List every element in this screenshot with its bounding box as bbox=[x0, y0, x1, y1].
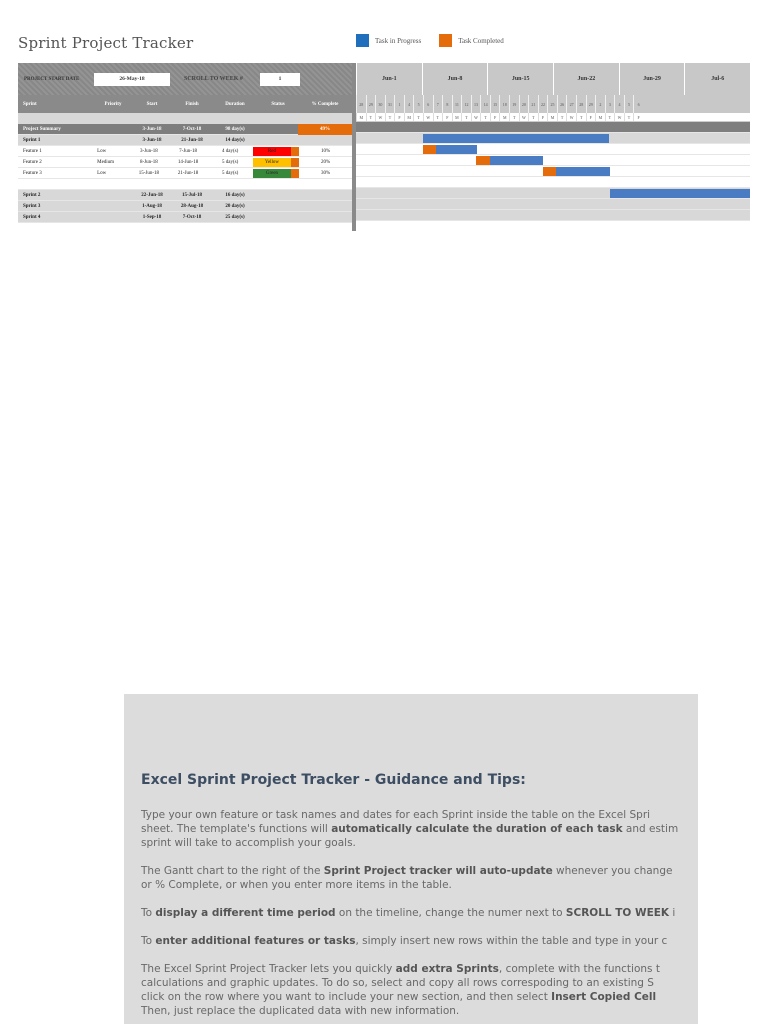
gantt-day-letter: W bbox=[519, 113, 529, 121]
status-tail bbox=[291, 158, 299, 167]
gantt-week-label: Jun-29 bbox=[619, 63, 685, 95]
row-finish: 28-Aug-18 bbox=[180, 203, 204, 209]
gantt-day-number: 22 bbox=[538, 95, 548, 113]
row-finish: 15-Jul-18 bbox=[182, 192, 202, 198]
scroll-to-week-input[interactable]: 1 bbox=[260, 73, 300, 86]
gantt-day-letter: W bbox=[566, 113, 576, 121]
guidance-panel bbox=[124, 694, 698, 1024]
gantt-bar-in-progress[interactable] bbox=[556, 167, 610, 176]
legend bbox=[356, 34, 504, 47]
gantt-bar-in-progress[interactable] bbox=[490, 156, 543, 165]
gantt-day-letter: T bbox=[605, 113, 615, 121]
row-pct-complete: 20% bbox=[321, 159, 331, 165]
row-pct-complete: 10% bbox=[321, 148, 331, 154]
project-start-label: PROJECT START DATE bbox=[24, 76, 80, 82]
gantt-day-number: 13 bbox=[471, 95, 481, 113]
row-pct-complete: 30% bbox=[321, 170, 331, 176]
gantt-day-letter: W bbox=[471, 113, 481, 121]
table-row-blank[interactable] bbox=[18, 179, 352, 190]
row-finish: 21-Jun-18 bbox=[181, 137, 203, 143]
row-name: Project Summary bbox=[23, 126, 61, 132]
gantt-row-blank bbox=[356, 177, 750, 188]
gantt-day-letter: F bbox=[490, 113, 500, 121]
gantt-day-letter: T bbox=[366, 113, 376, 121]
row-start: 3-Jun-18 bbox=[142, 126, 162, 132]
gantt-day-letter-header bbox=[356, 113, 750, 122]
gantt-day-letter: T bbox=[433, 113, 443, 121]
row-duration: 14 day(s) bbox=[225, 137, 245, 143]
table-column-headers bbox=[18, 95, 352, 113]
gantt-day-letter: M bbox=[499, 113, 509, 121]
gantt-day-letter: T bbox=[557, 113, 567, 121]
row-duration: 98 day(s) bbox=[225, 126, 245, 132]
row-name: Sprint 2 bbox=[23, 192, 41, 198]
gantt-day-number: 3 bbox=[605, 95, 615, 113]
gantt-row-sprint-2 bbox=[356, 188, 750, 199]
gantt-day-number: 5 bbox=[413, 95, 423, 113]
guidance-text: sprint will take to accomplish your goals. bbox=[141, 837, 356, 849]
row-name: Feature 1 bbox=[23, 148, 42, 154]
status-tail bbox=[291, 147, 299, 156]
status-badge[interactable] bbox=[253, 158, 300, 167]
gantt-week-label: Jun-8 bbox=[422, 63, 488, 95]
gantt-day-letter: F bbox=[394, 113, 404, 121]
row-priority: Medium bbox=[97, 159, 115, 165]
row-start: 3-Jun-18 bbox=[142, 137, 162, 143]
gantt-day-number: 12 bbox=[461, 95, 471, 113]
gantt-day-letter: F bbox=[538, 113, 548, 121]
legend-label: Task Completed bbox=[458, 36, 504, 45]
completed-swatch bbox=[439, 34, 452, 47]
row-start: 22-Jun-18 bbox=[141, 192, 163, 198]
row-priority: Low bbox=[97, 170, 107, 176]
gantt-day-letter: T bbox=[624, 113, 634, 121]
gantt-day-number: 2 bbox=[595, 95, 605, 113]
gantt-day-letter: T bbox=[413, 113, 423, 121]
gantt-day-number: 19 bbox=[509, 95, 519, 113]
gantt-day-number: 1 bbox=[394, 95, 404, 113]
table-header-controls bbox=[18, 63, 352, 95]
gantt-day-letter: T bbox=[385, 113, 395, 121]
gantt-day-letter: M bbox=[547, 113, 557, 121]
gantt-day-number: 28 bbox=[576, 95, 586, 113]
row-finish: 7-Oct-18 bbox=[182, 126, 202, 132]
gantt-day-letter: W bbox=[375, 113, 385, 121]
gantt-day-number: 29 bbox=[366, 95, 376, 113]
gantt-week-header bbox=[356, 63, 750, 95]
row-start: 15-Jun-18 bbox=[138, 170, 160, 176]
in-progress-swatch bbox=[356, 34, 369, 47]
scroll-to-week-label: SCROLL TO WEEK # bbox=[184, 76, 243, 82]
gantt-day-number: 30 bbox=[375, 95, 385, 113]
gantt-row-sprint-4 bbox=[356, 210, 750, 221]
gantt-bar[interactable] bbox=[610, 189, 750, 198]
gantt-day-letter: T bbox=[480, 113, 490, 121]
gantt-bar-completed[interactable] bbox=[476, 156, 490, 165]
gantt-week-label: Jun-15 bbox=[487, 63, 553, 95]
guidance-text: Type your own feature or task names and dates for each Sprint inside the table on the Excel Spri bbox=[141, 809, 651, 821]
row-pct-complete: 49% bbox=[298, 124, 352, 135]
row-priority: Low bbox=[97, 148, 107, 154]
gantt-day-number: 8 bbox=[442, 95, 452, 113]
gantt-day-number: 28 bbox=[356, 95, 366, 113]
guidance-text: To enter additional features or tasks, simply insert new rows within the table and type in your c bbox=[141, 935, 668, 947]
gantt-day-letter: F bbox=[442, 113, 452, 121]
guidance-text: click on the row where you want to include your new section, and then select Insert Copied Cell bbox=[141, 991, 657, 1003]
table-row-feature-1[interactable] bbox=[18, 146, 352, 157]
gantt-week-label: Jun-22 bbox=[553, 63, 619, 95]
project-start-input[interactable]: 26-May-18 bbox=[94, 73, 170, 86]
col-header-sprint: Sprint bbox=[23, 101, 37, 107]
gantt-day-number: 21 bbox=[528, 95, 538, 113]
row-name: Sprint 4 bbox=[23, 214, 41, 220]
gantt-day-letter: T bbox=[509, 113, 519, 121]
guidance-text: The Excel Sprint Project Tracker lets you quickly add extra Sprints, complete with the functions t bbox=[141, 963, 660, 975]
table-row-sprint-3[interactable] bbox=[18, 201, 352, 212]
row-name: Feature 2 bbox=[23, 159, 42, 165]
page-title: Sprint Project Tracker bbox=[18, 34, 194, 52]
gantt-day-number: 4 bbox=[404, 95, 414, 113]
guidance-heading: Excel Sprint Project Tracker - Guidance and Tips: bbox=[141, 772, 526, 788]
row-finish: 21-Jun-18 bbox=[177, 170, 199, 176]
gantt-day-number: 29 bbox=[586, 95, 596, 113]
row-start: 8-Jun-18 bbox=[140, 159, 158, 165]
gantt-day-letter: F bbox=[586, 113, 596, 121]
table-row-feature-2[interactable] bbox=[18, 157, 352, 168]
col-header-pct-complete: % Complete bbox=[311, 101, 339, 107]
table-row-sprint-4[interactable] bbox=[18, 212, 352, 223]
sprint-table bbox=[18, 63, 352, 223]
row-finish: 7-Jun-18 bbox=[179, 148, 197, 154]
status-label: Yellow bbox=[253, 158, 292, 167]
gantt-day-number-header bbox=[356, 95, 750, 113]
gantt-day-number: 25 bbox=[547, 95, 557, 113]
row-duration: 5 day(s) bbox=[222, 170, 239, 176]
gantt-row-feature-3 bbox=[356, 166, 750, 177]
row-name: Sprint 3 bbox=[23, 203, 41, 209]
gantt-day-number: 5 bbox=[624, 95, 634, 113]
guidance-text: or % Complete, or when you enter more items in the table. bbox=[141, 879, 452, 891]
gantt-day-letter: M bbox=[452, 113, 462, 121]
col-header-duration: Duration bbox=[225, 101, 245, 107]
gantt-row-feature-1 bbox=[356, 144, 750, 155]
gantt-row-sprint-3 bbox=[356, 199, 750, 210]
row-duration: 4 day(s) bbox=[222, 148, 239, 154]
gantt-week-label: Jul-6 bbox=[684, 63, 750, 95]
guidance-text: sheet. The template's functions will automatically calculate the duration of each task and estim bbox=[141, 823, 679, 835]
row-finish: 14-Jun-18 bbox=[177, 159, 199, 165]
gantt-day-letter: W bbox=[423, 113, 433, 121]
gantt-day-letter: F bbox=[633, 113, 643, 121]
row-duration: 5 day(s) bbox=[222, 159, 239, 165]
gantt-bar-completed[interactable] bbox=[423, 145, 436, 154]
col-header-start: Start bbox=[146, 101, 158, 107]
status-badge[interactable] bbox=[253, 169, 300, 178]
gantt-day-letter: M bbox=[404, 113, 414, 121]
status-badge[interactable] bbox=[253, 147, 300, 156]
gantt-chart bbox=[352, 63, 750, 221]
status-label: Red bbox=[253, 147, 292, 156]
gantt-day-letter: M bbox=[356, 113, 366, 121]
gantt-day-number: 27 bbox=[566, 95, 576, 113]
table-row-sprint-2[interactable] bbox=[18, 190, 352, 201]
gantt-day-number: 4 bbox=[614, 95, 624, 113]
legend-label: Task in Progress bbox=[375, 36, 422, 45]
gantt-week-label: Jun-1 bbox=[356, 63, 422, 95]
gantt-day-number: 6 bbox=[423, 95, 433, 113]
gantt-day-letter: T bbox=[576, 113, 586, 121]
table-row-feature-3[interactable] bbox=[18, 168, 352, 179]
gantt-day-number: 26 bbox=[557, 95, 567, 113]
gantt-bar[interactable] bbox=[423, 134, 609, 143]
gantt-day-number: 18 bbox=[499, 95, 509, 113]
row-duration: 25 day(s) bbox=[225, 214, 245, 220]
row-duration: 20 day(s) bbox=[225, 203, 245, 209]
gantt-day-number: 7 bbox=[433, 95, 443, 113]
spacer-row bbox=[18, 113, 352, 124]
gantt-day-number: 14 bbox=[480, 95, 490, 113]
gantt-row-summary bbox=[356, 122, 750, 133]
legend-item-in-progress bbox=[356, 34, 421, 47]
row-finish: 7-Oct-18 bbox=[182, 214, 202, 220]
col-header-status: Status bbox=[271, 101, 285, 107]
guidance-text: To display a different time period on the timeline, change the numer next to SCROLL TO WEEK i bbox=[141, 907, 676, 919]
guidance-text: Then, just replace the duplicated data with new information. bbox=[141, 1005, 460, 1017]
col-header-finish: Finish bbox=[185, 101, 199, 107]
row-name: Sprint 1 bbox=[23, 137, 41, 143]
gantt-day-number: 31 bbox=[385, 95, 395, 113]
gantt-rows bbox=[356, 122, 750, 221]
gantt-day-number: 11 bbox=[452, 95, 462, 113]
gantt-row-sprint-1 bbox=[356, 133, 750, 144]
gantt-bar-completed[interactable] bbox=[543, 167, 556, 176]
gantt-day-letter: W bbox=[614, 113, 624, 121]
gantt-day-letter: T bbox=[461, 113, 471, 121]
gantt-bar-in-progress[interactable] bbox=[436, 145, 477, 154]
row-start: 3-Jun-18 bbox=[140, 148, 158, 154]
legend-item-completed bbox=[439, 34, 504, 47]
row-duration: 16 day(s) bbox=[225, 192, 245, 198]
guidance-text: calculations and graphic updates. To do so, select and copy all rows correspoding to an existing S bbox=[141, 977, 654, 989]
table-row-project-summary[interactable] bbox=[18, 124, 352, 135]
gantt-row-feature-2 bbox=[356, 155, 750, 166]
col-header-priority: Priority bbox=[104, 101, 122, 107]
gantt-day-letter: T bbox=[528, 113, 538, 121]
gantt-day-number: 15 bbox=[490, 95, 500, 113]
gantt-day-number: 6 bbox=[633, 95, 643, 113]
row-start: 1-Sep-18 bbox=[142, 214, 162, 220]
status-label: Green bbox=[253, 169, 292, 178]
gantt-day-letter: M bbox=[595, 113, 605, 121]
table-row-sprint-1[interactable] bbox=[18, 135, 352, 146]
gantt-day-number: 20 bbox=[519, 95, 529, 113]
row-start: 1-Aug-18 bbox=[142, 203, 162, 209]
guidance-text: The Gantt chart to the right of the Sprint Project tracker will auto-update whenever you change bbox=[141, 865, 673, 877]
row-name: Feature 3 bbox=[23, 170, 42, 176]
status-tail bbox=[291, 169, 299, 178]
